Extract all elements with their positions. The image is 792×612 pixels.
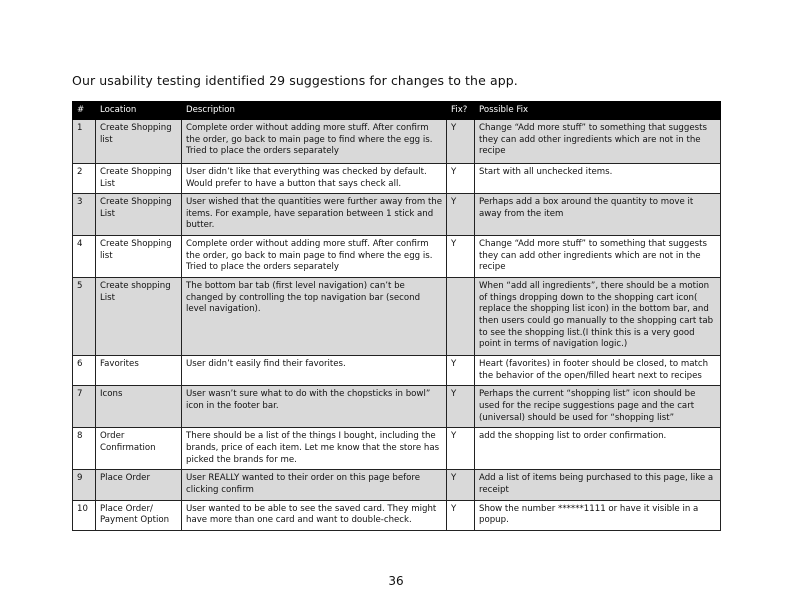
usability-findings-table xyxy=(72,101,721,531)
row-possible-fix: Start with all unchecked items. xyxy=(475,164,721,194)
row-fix: Y xyxy=(447,236,475,278)
table-header-row xyxy=(73,102,721,120)
row-description: Complete order without adding more stuff. After confirm the order, go back to main page to find where the egg is. Tried to place the orders separately xyxy=(182,236,447,278)
row-fix: Y xyxy=(447,356,475,386)
row-location: Icons xyxy=(96,386,182,428)
intro-text: Our usability testing identified 29 suggestions for changes to the app. xyxy=(72,73,518,88)
row-fix: Y xyxy=(447,500,475,530)
row-possible-fix: Perhaps the current “shopping list” icon should be used for the recipe suggestions page and the cart (universal) should be used for “shopping list” xyxy=(475,386,721,428)
row-location: Create shopping List xyxy=(96,278,182,356)
header-location: Location xyxy=(96,102,182,120)
row-location: Create Shopping list xyxy=(96,236,182,278)
row-description: User REALLY wanted to their order on this page before clicking confirm xyxy=(182,470,447,500)
row-possible-fix: Change “Add more stuff” to something that suggests they can add other ingredients which are not in the recipe xyxy=(475,236,721,278)
header-possible-fix: Possible Fix xyxy=(475,102,721,120)
row-number: 10 xyxy=(73,500,96,530)
row-description: User wasn’t sure what to do with the chopsticks in bowl” icon in the footer bar. xyxy=(182,386,447,428)
table-row xyxy=(73,278,721,356)
table-row xyxy=(73,470,721,500)
table-row xyxy=(73,194,721,236)
row-possible-fix: Add a list of items being purchased to this page, like a receipt xyxy=(475,470,721,500)
row-possible-fix: add the shopping list to order confirmation. xyxy=(475,428,721,470)
row-location: Create Shopping List xyxy=(96,164,182,194)
row-possible-fix: Perhaps add a box around the quantity to move it away from the item xyxy=(475,194,721,236)
row-fix: Y xyxy=(447,428,475,470)
row-number: 9 xyxy=(73,470,96,500)
row-possible-fix: Show the number ******1111 or have it visible in a popup. xyxy=(475,500,721,530)
row-number: 8 xyxy=(73,428,96,470)
row-description: User wanted to be able to see the saved card. They might have more than one card and want to double-check. xyxy=(182,500,447,530)
header-fix: Fix? xyxy=(447,102,475,120)
row-fix: Y xyxy=(447,194,475,236)
row-location: Favorites xyxy=(96,356,182,386)
row-location: Create Shopping List xyxy=(96,194,182,236)
row-description: User wished that the quantities were further away from the items. For example, have separation between 1 stick and butter. xyxy=(182,194,447,236)
row-description: There should be a list of the things I bought, including the brands, price of each item. Let me know that the store has picked the brands for me. xyxy=(182,428,447,470)
page-number: 36 xyxy=(388,574,404,588)
row-number: 2 xyxy=(73,164,96,194)
row-fix: Y xyxy=(447,120,475,164)
table-row xyxy=(73,236,721,278)
table-row xyxy=(73,500,721,530)
row-description: The bottom bar tab (first level navigation) can’t be changed by controlling the top navigation bar (second level navigation). xyxy=(182,278,447,356)
row-location: Create Shopping list xyxy=(96,120,182,164)
row-number: 5 xyxy=(73,278,96,356)
table-row xyxy=(73,386,721,428)
header-number: # xyxy=(73,102,96,120)
row-description: User didn’t easily find their favorites. xyxy=(182,356,447,386)
row-location: Place Order/ Payment Option xyxy=(96,500,182,530)
row-location: Place Order xyxy=(96,470,182,500)
row-description: Complete order without adding more stuff. After confirm the order, go back to main page to find where the egg is. Tried to place the orders separately xyxy=(182,120,447,164)
row-description: User didn’t like that everything was checked by default. Would prefer to have a button that says check all. xyxy=(182,164,447,194)
row-possible-fix: Heart (favorites) in footer should be closed, to match the behavior of the open/filled heart next to recipes xyxy=(475,356,721,386)
row-location: Order Confirmation xyxy=(96,428,182,470)
row-possible-fix: Change “Add more stuff” to something that suggests they can add other ingredients which are not in the recipe xyxy=(475,120,721,164)
row-fix xyxy=(447,278,475,356)
row-number: 6 xyxy=(73,356,96,386)
row-fix: Y xyxy=(447,164,475,194)
table-row xyxy=(73,164,721,194)
row-number: 7 xyxy=(73,386,96,428)
row-fix: Y xyxy=(447,470,475,500)
row-number: 1 xyxy=(73,120,96,164)
row-number: 4 xyxy=(73,236,96,278)
row-fix: Y xyxy=(447,386,475,428)
table-row xyxy=(73,120,721,164)
header-description: Description xyxy=(182,102,447,120)
table-row xyxy=(73,356,721,386)
table-row xyxy=(73,428,721,470)
row-possible-fix: When “add all ingredients”, there should be a motion of things dropping down to the shopping cart icon( replace the shopping list icon) in the bottom bar, and then users could go manually to the shopping cart tab to see the shopping list.(I think this is a very good point in terms of navigation logic.) xyxy=(475,278,721,356)
row-number: 3 xyxy=(73,194,96,236)
